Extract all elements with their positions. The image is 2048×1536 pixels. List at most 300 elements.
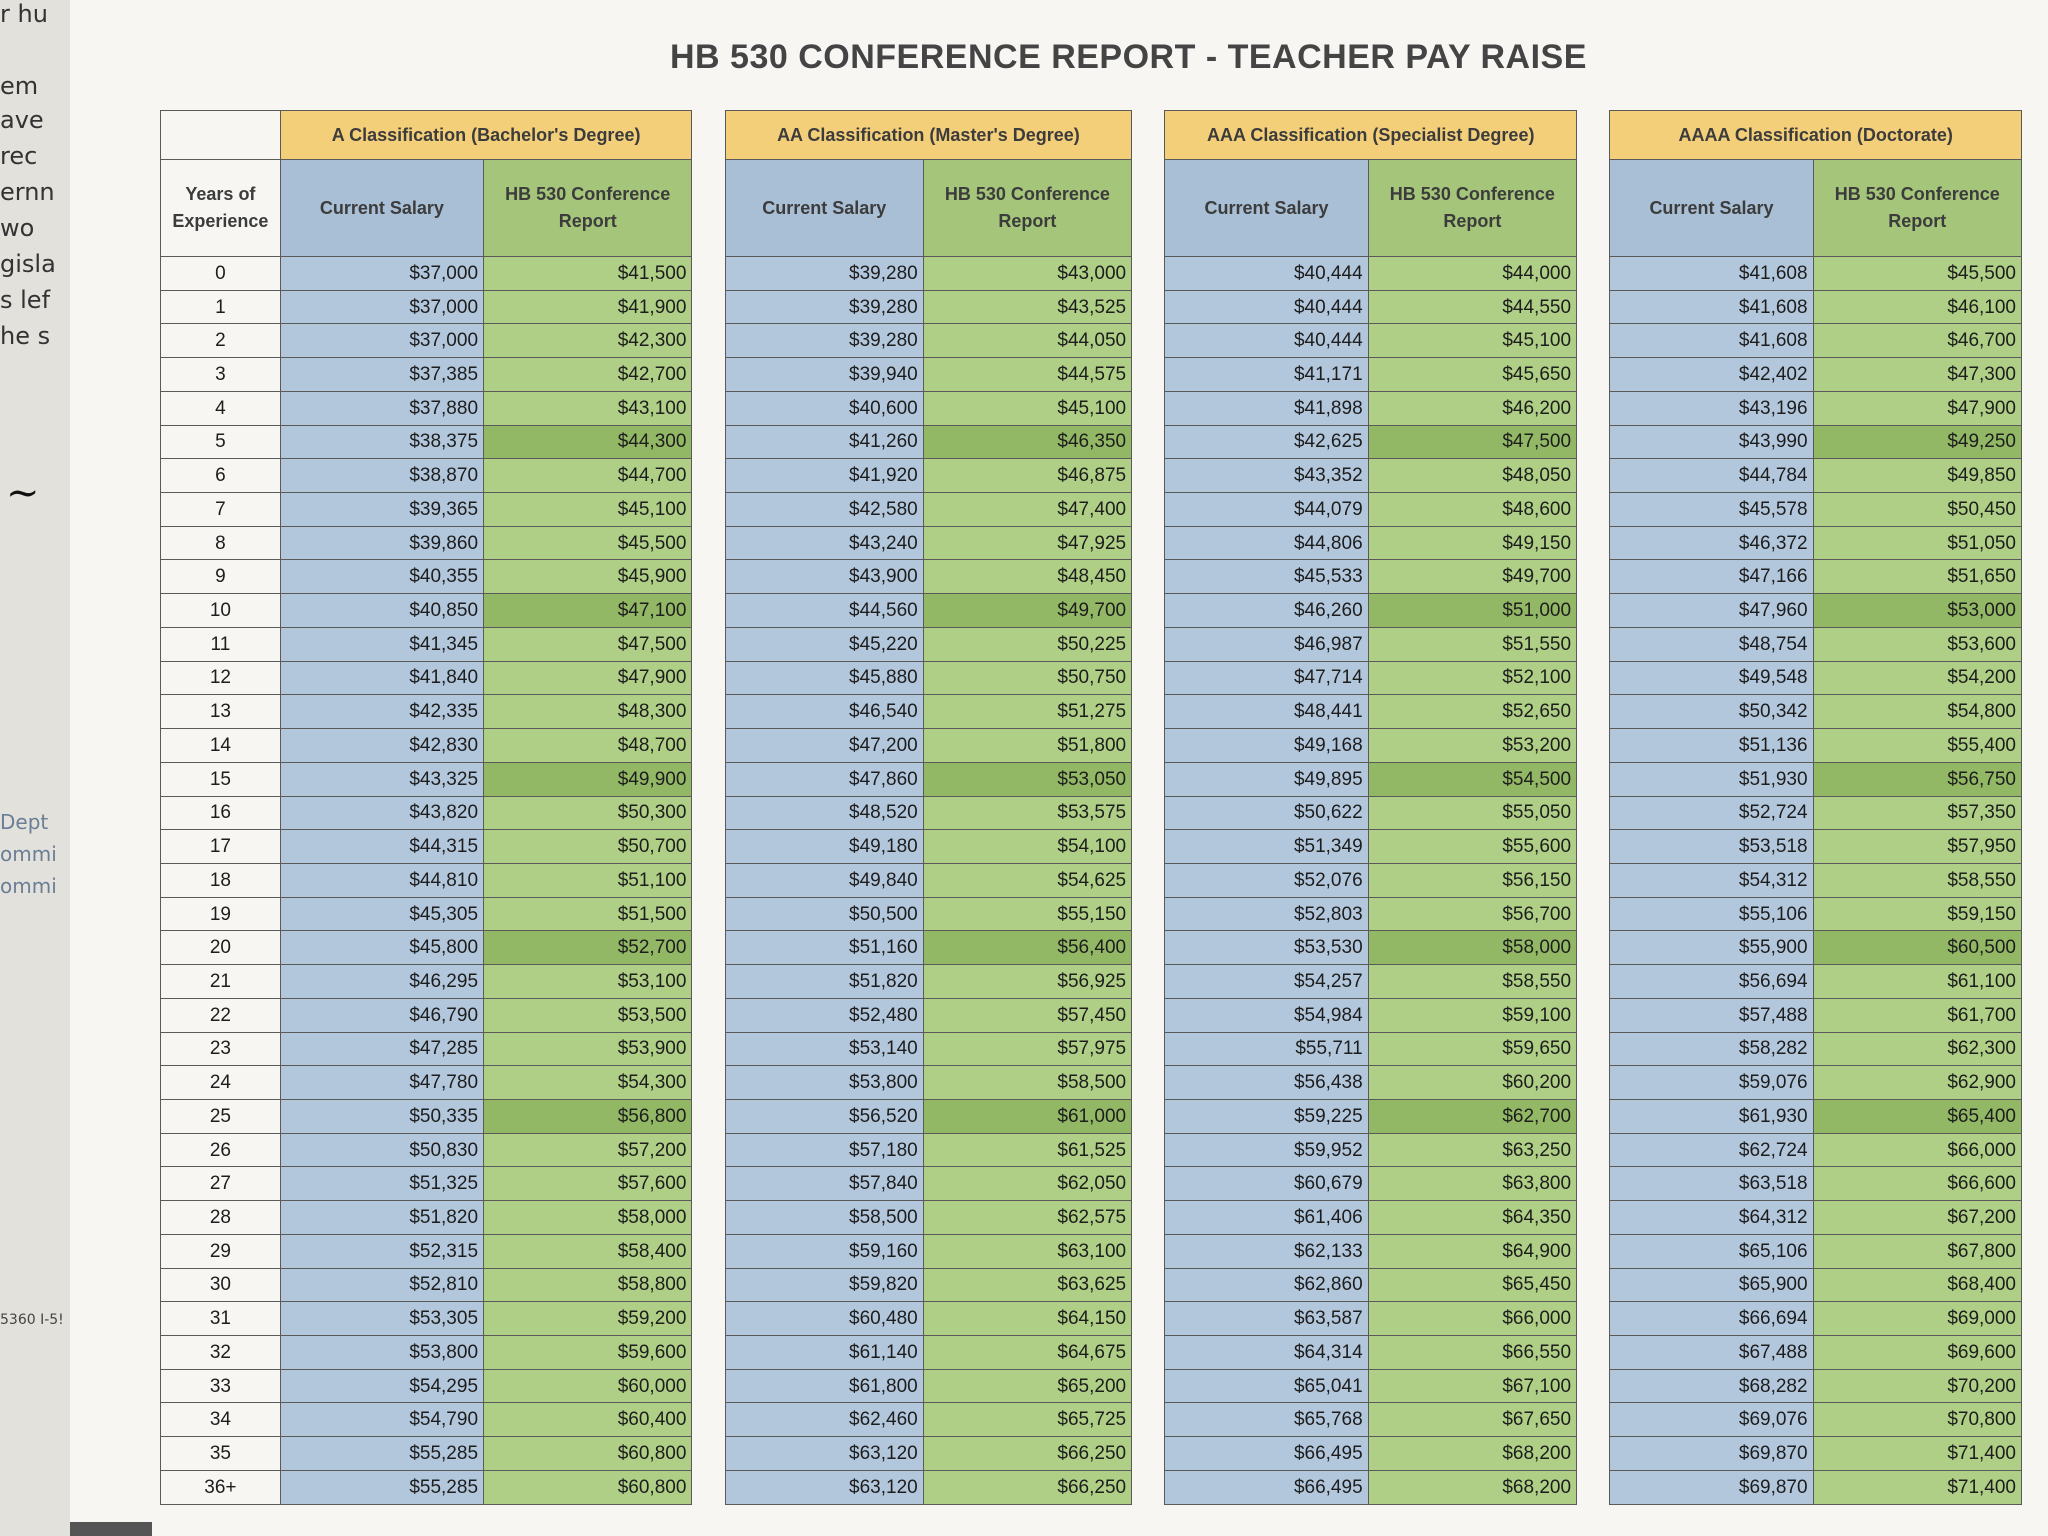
hb530-salary-cell: $50,450 [1813,493,2021,527]
current-salary-cell: $39,940 [725,358,923,392]
column-gap [692,897,725,931]
current-salary-cell: $37,000 [280,257,483,291]
hb530-salary-cell: $60,800 [484,1437,692,1471]
hb530-salary-cell: $55,400 [1813,729,2021,763]
column-gap [692,111,725,257]
table-row [161,1403,2022,1437]
column-gap [1132,1201,1165,1235]
hb530-salary-cell: $62,300 [1813,1032,2021,1066]
years-cell: 33 [161,1369,281,1403]
hb530-salary-cell: $67,200 [1813,1201,2021,1235]
column-gap [1132,897,1165,931]
table-row [161,1470,2022,1504]
years-cell: 12 [161,661,281,695]
years-cell: 13 [161,695,281,729]
current-salary-cell: $47,714 [1165,661,1368,695]
column-gap [1577,425,1610,459]
hb530-salary-cell: $64,900 [1368,1234,1576,1268]
hb530-salary-cell: $51,800 [923,729,1131,763]
table-row [161,459,2022,493]
current-salary-cell: $61,930 [1610,1099,1813,1133]
hb530-salary-cell: $55,600 [1368,830,1576,864]
hb530-salary-cell: $71,400 [1813,1470,2021,1504]
column-gap [1132,560,1165,594]
column-gap [692,1268,725,1302]
current-salary-cell: $63,120 [725,1470,923,1504]
hb530-salary-cell: $67,800 [1813,1234,2021,1268]
margin-text: ommi [0,874,57,898]
current-salary-cell: $52,315 [280,1234,483,1268]
current-salary-header: Current Salary [280,160,483,257]
column-gap [1132,1336,1165,1370]
previous-page-margin [0,0,71,1536]
current-salary-cell: $41,608 [1610,257,1813,291]
hb530-salary-cell: $69,000 [1813,1302,2021,1336]
column-gap [1132,1099,1165,1133]
hb530-salary-cell: $45,500 [484,526,692,560]
column-gap [1577,560,1610,594]
column-gap [1577,1201,1610,1235]
hb530-salary-cell: $58,400 [484,1234,692,1268]
current-salary-header: Current Salary [1165,160,1368,257]
hb530-salary-cell: $51,000 [1368,594,1576,628]
years-cell: 23 [161,1032,281,1066]
table-row [161,1133,2022,1167]
hb530-salary-cell: $47,925 [923,526,1131,560]
hb530-salary-cell: $47,900 [484,661,692,695]
table-row [161,830,2022,864]
hb530-salary-cell: $68,200 [1368,1470,1576,1504]
hb530-salary-cell: $62,900 [1813,1066,2021,1100]
current-salary-cell: $44,810 [280,863,483,897]
table-row [161,762,2022,796]
column-gap [1132,863,1165,897]
current-salary-cell: $54,312 [1610,863,1813,897]
years-cell: 30 [161,1268,281,1302]
current-salary-cell: $47,960 [1610,594,1813,628]
current-salary-cell: $42,830 [280,729,483,763]
hb530-salary-cell: $43,525 [923,290,1131,324]
hb530-salary-cell: $41,900 [484,290,692,324]
column-gap [1577,1403,1610,1437]
years-cell: 26 [161,1133,281,1167]
current-salary-cell: $39,280 [725,290,923,324]
hb530-salary-cell: $47,100 [484,594,692,628]
current-salary-cell: $37,000 [280,324,483,358]
hb530-salary-cell: $54,800 [1813,695,2021,729]
current-salary-cell: $51,160 [725,931,923,965]
current-salary-cell: $45,880 [725,661,923,695]
years-cell: 11 [161,627,281,661]
column-gap [1132,830,1165,864]
current-salary-cell: $54,790 [280,1403,483,1437]
margin-text: 5360 I-5! [0,1312,64,1328]
hb530-salary-cell: $47,400 [923,493,1131,527]
column-gap [692,324,725,358]
column-gap [692,796,725,830]
hb530-salary-cell: $41,500 [484,257,692,291]
current-salary-cell: $40,444 [1165,290,1368,324]
column-gap [692,493,725,527]
hb530-salary-cell: $70,200 [1813,1369,2021,1403]
current-salary-header: Current Salary [725,160,923,257]
table-row [161,1234,2022,1268]
current-salary-cell: $39,280 [725,324,923,358]
current-salary-cell: $41,345 [280,627,483,661]
current-salary-cell: $55,106 [1610,897,1813,931]
hb530-header: HB 530 Conference Report [923,160,1131,257]
hb530-salary-cell: $50,750 [923,661,1131,695]
current-salary-cell: $43,352 [1165,459,1368,493]
margin-text: em [0,72,39,100]
column-gap [692,560,725,594]
table-row [161,796,2022,830]
column-gap [1577,1336,1610,1370]
current-salary-cell: $50,830 [280,1133,483,1167]
hb530-salary-cell: $49,700 [923,594,1131,628]
current-salary-cell: $62,724 [1610,1133,1813,1167]
hb530-salary-cell: $55,050 [1368,796,1576,830]
current-salary-cell: $52,810 [280,1268,483,1302]
current-salary-cell: $48,520 [725,796,923,830]
hb530-salary-cell: $62,050 [923,1167,1131,1201]
hb530-salary-cell: $53,900 [484,1032,692,1066]
hb530-salary-cell: $46,100 [1813,290,2021,324]
column-gap [1577,526,1610,560]
current-salary-cell: $46,260 [1165,594,1368,628]
hb530-salary-cell: $49,850 [1813,459,2021,493]
table-row [161,1369,2022,1403]
hb530-salary-cell: $51,100 [484,863,692,897]
column-gap [692,1437,725,1471]
hb530-salary-cell: $66,250 [923,1437,1131,1471]
years-cell: 8 [161,526,281,560]
years-cell: 7 [161,493,281,527]
years-cell: 24 [161,1066,281,1100]
hb530-salary-cell: $52,700 [484,931,692,965]
current-salary-cell: $49,548 [1610,661,1813,695]
current-salary-cell: $42,402 [1610,358,1813,392]
current-salary-cell: $59,952 [1165,1133,1368,1167]
column-gap [1132,1032,1165,1066]
table-row [161,257,2022,291]
current-salary-cell: $60,679 [1165,1167,1368,1201]
hb530-salary-cell: $44,700 [484,459,692,493]
years-cell: 22 [161,998,281,1032]
class-aaaa-header: AAAA Classification (Doctorate) [1610,111,2022,160]
hb530-salary-cell: $56,925 [923,965,1131,999]
column-gap [692,257,725,291]
hb530-salary-cell: $52,650 [1368,695,1576,729]
current-salary-cell: $63,518 [1610,1167,1813,1201]
column-gap [692,358,725,392]
column-gap [1132,1167,1165,1201]
current-salary-cell: $50,622 [1165,796,1368,830]
column-gap [1577,863,1610,897]
column-gap [692,1470,725,1504]
current-salary-cell: $38,375 [280,425,483,459]
column-gap [1577,391,1610,425]
class-a-header: A Classification (Bachelor's Degree) [280,111,692,160]
current-salary-cell: $52,076 [1165,863,1368,897]
years-cell: 14 [161,729,281,763]
column-gap [692,1099,725,1133]
hb530-salary-cell: $57,975 [923,1032,1131,1066]
current-salary-cell: $61,800 [725,1369,923,1403]
years-cell: 35 [161,1437,281,1471]
column-gap [1132,358,1165,392]
current-salary-cell: $41,608 [1610,290,1813,324]
hb530-salary-cell: $69,600 [1813,1336,2021,1370]
column-gap [1577,897,1610,931]
hb530-salary-cell: $45,100 [923,391,1131,425]
column-gap [1132,1302,1165,1336]
hb530-salary-cell: $45,100 [484,493,692,527]
column-gap [1577,358,1610,392]
table-row [161,493,2022,527]
current-salary-cell: $44,560 [725,594,923,628]
current-salary-cell: $69,870 [1610,1470,1813,1504]
page-title: HB 530 CONFERENCE REPORT - TEACHER PAY RAISE [670,38,1587,76]
hb530-salary-cell: $48,700 [484,729,692,763]
margin-text: s lef [0,286,51,314]
current-salary-cell: $41,608 [1610,324,1813,358]
column-gap [692,965,725,999]
table-row [161,627,2022,661]
hb530-salary-cell: $51,550 [1368,627,1576,661]
hb530-salary-cell: $68,400 [1813,1268,2021,1302]
hb530-salary-cell: $59,200 [484,1302,692,1336]
current-salary-cell: $59,820 [725,1268,923,1302]
hb530-salary-cell: $59,650 [1368,1032,1576,1066]
page-edge [70,1522,152,1536]
current-salary-cell: $51,820 [725,965,923,999]
hb530-salary-cell: $59,150 [1813,897,2021,931]
hb530-salary-cell: $48,450 [923,560,1131,594]
margin-text: ernn [0,178,55,206]
current-salary-cell: $40,850 [280,594,483,628]
column-gap [692,1201,725,1235]
column-gap [692,863,725,897]
hb530-salary-cell: $44,575 [923,358,1131,392]
hb530-salary-cell: $56,700 [1368,897,1576,931]
years-cell: 17 [161,830,281,864]
column-gap [692,1403,725,1437]
table-row [161,391,2022,425]
current-salary-cell: $61,140 [725,1336,923,1370]
column-gap [692,526,725,560]
hb530-salary-cell: $49,900 [484,762,692,796]
margin-text: rec [0,142,38,170]
column-gap [1132,493,1165,527]
current-salary-cell: $69,870 [1610,1437,1813,1471]
current-salary-cell: $41,898 [1165,391,1368,425]
current-salary-cell: $59,160 [725,1234,923,1268]
hb530-salary-cell: $64,350 [1368,1201,1576,1235]
years-cell: 36+ [161,1470,281,1504]
hb530-salary-cell: $54,100 [923,830,1131,864]
column-gap [692,594,725,628]
years-cell: 9 [161,560,281,594]
table-row [161,931,2022,965]
column-gap [692,931,725,965]
hb530-salary-cell: $56,800 [484,1099,692,1133]
hb530-salary-cell: $58,000 [484,1201,692,1235]
years-cell: 6 [161,459,281,493]
current-salary-cell: $64,314 [1165,1336,1368,1370]
current-salary-cell: $46,540 [725,695,923,729]
column-gap [1577,1268,1610,1302]
current-salary-cell: $53,518 [1610,830,1813,864]
current-salary-cell: $39,365 [280,493,483,527]
current-salary-cell: $68,282 [1610,1369,1813,1403]
column-gap [692,729,725,763]
current-salary-cell: $43,240 [725,526,923,560]
column-gap [692,627,725,661]
years-cell: 32 [161,1336,281,1370]
current-salary-cell: $59,225 [1165,1099,1368,1133]
current-salary-cell: $63,587 [1165,1302,1368,1336]
hb530-salary-cell: $48,600 [1368,493,1576,527]
current-salary-cell: $53,800 [725,1066,923,1100]
hb530-salary-cell: $43,100 [484,391,692,425]
current-salary-cell: $53,140 [725,1032,923,1066]
column-gap [692,290,725,324]
hb530-header: HB 530 Conference Report [1813,160,2021,257]
hb530-salary-cell: $53,500 [484,998,692,1032]
hb530-salary-cell: $53,000 [1813,594,2021,628]
column-gap [692,1066,725,1100]
table-row [161,1167,2022,1201]
current-salary-cell: $44,806 [1165,526,1368,560]
current-salary-cell: $46,295 [280,965,483,999]
hb530-salary-cell: $47,900 [1813,391,2021,425]
column-gap [692,762,725,796]
hb530-salary-cell: $57,200 [484,1133,692,1167]
column-gap [1132,998,1165,1032]
table-row [161,290,2022,324]
table-row [161,729,2022,763]
hb530-salary-cell: $55,150 [923,897,1131,931]
years-cell: 10 [161,594,281,628]
hb530-salary-cell: $52,100 [1368,661,1576,695]
hb530-salary-cell: $43,000 [923,257,1131,291]
hb530-salary-cell: $66,000 [1368,1302,1576,1336]
current-salary-header: Current Salary [1610,160,1813,257]
current-salary-cell: $65,041 [1165,1369,1368,1403]
current-salary-cell: $45,800 [280,931,483,965]
table-row [161,1268,2022,1302]
hb530-salary-cell: $49,150 [1368,526,1576,560]
current-salary-cell: $45,578 [1610,493,1813,527]
margin-text: ommi [0,842,57,866]
current-salary-cell: $49,180 [725,830,923,864]
table-row [161,695,2022,729]
current-salary-cell: $45,220 [725,627,923,661]
column-gap [1577,1099,1610,1133]
hb530-salary-cell: $70,800 [1813,1403,2021,1437]
hb530-salary-cell: $61,525 [923,1133,1131,1167]
current-salary-cell: $39,860 [280,526,483,560]
current-salary-cell: $41,260 [725,425,923,459]
column-gap [692,1234,725,1268]
column-gap [1577,627,1610,661]
current-salary-cell: $56,694 [1610,965,1813,999]
hb530-salary-cell: $67,650 [1368,1403,1576,1437]
hb530-salary-cell: $53,575 [923,796,1131,830]
current-salary-cell: $41,840 [280,661,483,695]
hb530-salary-cell: $66,550 [1368,1336,1576,1370]
current-salary-cell: $42,580 [725,493,923,527]
salary-schedule-table [160,110,2022,1505]
current-salary-cell: $41,920 [725,459,923,493]
years-cell: 28 [161,1201,281,1235]
column-gap [1577,1437,1610,1471]
hb530-salary-cell: $66,250 [923,1470,1131,1504]
table-row [161,358,2022,392]
column-gap [1577,1066,1610,1100]
hb530-salary-cell: $54,500 [1368,762,1576,796]
current-salary-cell: $48,441 [1165,695,1368,729]
current-salary-cell: $45,533 [1165,560,1368,594]
current-salary-cell: $65,106 [1610,1234,1813,1268]
column-gap [1132,965,1165,999]
current-salary-cell: $43,900 [725,560,923,594]
current-salary-cell: $54,257 [1165,965,1368,999]
hb530-salary-cell: $60,000 [484,1369,692,1403]
hb530-salary-cell: $65,725 [923,1403,1131,1437]
years-cell: 16 [161,796,281,830]
current-salary-cell: $43,820 [280,796,483,830]
hb530-header: HB 530 Conference Report [1368,160,1576,257]
margin-text: ave [0,106,44,134]
hb530-salary-cell: $58,500 [923,1066,1131,1100]
table-row [161,998,2022,1032]
current-salary-cell: $43,325 [280,762,483,796]
years-cell: 20 [161,931,281,965]
current-salary-cell: $67,488 [1610,1336,1813,1370]
current-salary-cell: $44,784 [1610,459,1813,493]
hb530-salary-cell: $53,600 [1813,627,2021,661]
column-gap [1132,290,1165,324]
hb530-salary-cell: $53,200 [1368,729,1576,763]
hb530-salary-cell: $51,275 [923,695,1131,729]
current-salary-cell: $56,438 [1165,1066,1368,1100]
hb530-salary-cell: $53,100 [484,965,692,999]
column-gap [1577,257,1610,291]
current-salary-cell: $66,495 [1165,1437,1368,1471]
hb530-salary-cell: $57,600 [484,1167,692,1201]
hb530-salary-cell: $67,100 [1368,1369,1576,1403]
column-gap [1577,1302,1610,1336]
column-gap [692,695,725,729]
current-salary-cell: $48,754 [1610,627,1813,661]
hb530-salary-cell: $62,700 [1368,1099,1576,1133]
column-gap [1132,762,1165,796]
hb530-salary-cell: $62,575 [923,1201,1131,1235]
column-gap [1577,762,1610,796]
column-gap [692,1133,725,1167]
column-gap [1577,1133,1610,1167]
column-gap [1132,695,1165,729]
hb530-salary-cell: $56,400 [923,931,1131,965]
table-row [161,1099,2022,1133]
years-cell: 29 [161,1234,281,1268]
table-row [161,1032,2022,1066]
hb530-salary-cell: $64,675 [923,1336,1131,1370]
column-gap [1132,459,1165,493]
current-salary-cell: $40,600 [725,391,923,425]
